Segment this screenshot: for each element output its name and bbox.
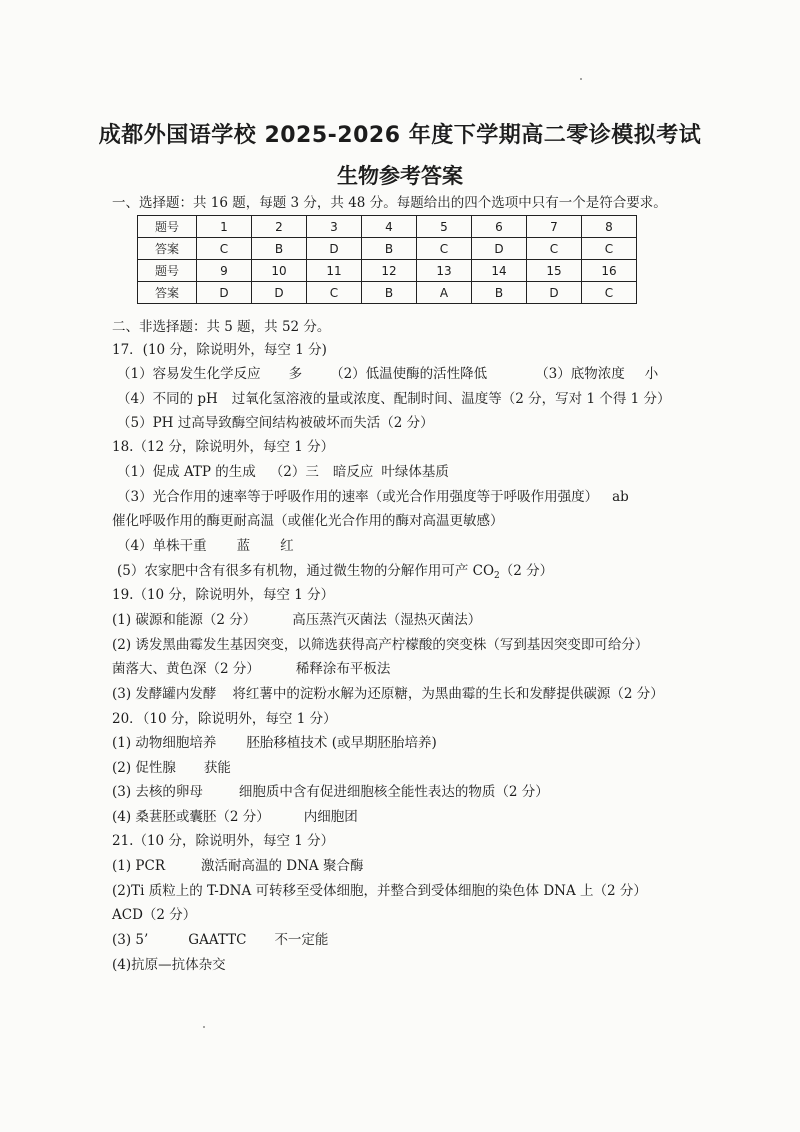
q19-answer-3: (3) 发酵罐内发酵 — [112, 686, 217, 702]
answer-table-cell: B — [472, 282, 527, 304]
q17-heading: 17．(10 分，除说明外，每空 1 分) — [112, 342, 327, 358]
q21-heading: 21.（10 分，除说明外，每空 1 分） — [112, 833, 335, 849]
answer-table-cell: 6 — [472, 216, 527, 238]
answer-table-cell: D — [527, 282, 582, 304]
answer-table-cell: C — [197, 238, 252, 260]
q21-answer-1b: 激活耐高温的 DNA 聚合酶 — [201, 858, 364, 874]
q17-line-1 — [117, 365, 658, 383]
answer-table-cell: 16 — [582, 260, 637, 282]
answer-table-row-label: 答案 — [138, 282, 197, 304]
answer-table-row — [138, 260, 637, 282]
answer-table-cell: D — [197, 282, 252, 304]
answer-table-cell: 7 — [527, 216, 582, 238]
answer-table-row-label: 题号 — [138, 260, 197, 282]
q17-line-3: （5）PH 过高导致酶空间结构被破坏而失活（2 分） — [117, 415, 434, 431]
answer-table-row — [138, 216, 637, 238]
q19-line-3 — [112, 660, 390, 678]
answer-table-cell: D — [307, 238, 362, 260]
answer-table-cell: 15 — [527, 260, 582, 282]
q18-answer-4c: 红 — [280, 538, 294, 554]
q18-answer-4: （4）单株干重 — [117, 538, 207, 554]
q20-line-2 — [112, 759, 231, 777]
q18-line-3: 催化呼吸作用的酶更耐高温（或催化光合作用的酶对高温更敏感） — [112, 513, 504, 529]
q19-answer-2b: 菌落大、黄色深（2 分） — [112, 661, 260, 677]
q18-answer-2b: 暗反应 — [332, 464, 374, 480]
q21-answer-3: (3) 5’ — [112, 932, 149, 948]
q19-answer-2c: 稀释涂布平板法 — [295, 661, 391, 677]
answer-table-row-label: 答案 — [138, 238, 197, 260]
answer-table-cell: C — [582, 282, 637, 304]
q21-line-1 — [112, 857, 363, 875]
q17-answer-1b: 多 — [288, 366, 303, 382]
q19-line-4 — [112, 685, 664, 703]
q17-answer-2: （2）低温使酶的活性降低 — [330, 366, 488, 382]
q17-answer-1: （1）容易发生化学反应 — [117, 366, 261, 382]
answer-table-cell: 9 — [197, 260, 252, 282]
q20-answer-4: (4) 桑葚胚或囊胚（2 分） — [112, 809, 270, 825]
q18-line-2 — [117, 488, 629, 506]
answer-table-cell: 2 — [252, 216, 307, 238]
q19-answer-1: (1) 碳源和能源（2 分） — [112, 612, 257, 628]
q20-answer-4b: 内细胞团 — [303, 809, 358, 825]
part1-heading: 一、选择题：共 16 题，每题 3 分，共 48 分。每题给出的四个选项中只有一个是符合要求。 — [112, 195, 667, 211]
part2-heading: 二、非选择题：共 5 题，共 52 分。 — [112, 319, 331, 335]
answer-table-cell: C — [417, 238, 472, 260]
q18-answer-2: （2）三 — [269, 464, 319, 480]
q19-line-2: (2) 诱发黑曲霉发生基因突变，以筛选获得高产柠檬酸的突变株（写到基因突变即可给分） — [112, 637, 649, 653]
q19-line-1 — [112, 611, 481, 629]
answer-table-cell: B — [362, 238, 417, 260]
answer-table-cell: 8 — [582, 216, 637, 238]
q20-line-4 — [112, 808, 358, 826]
q18-answer-4b: 蓝 — [236, 538, 251, 554]
answer-table-cell: 12 — [362, 260, 417, 282]
q18-line-4 — [117, 537, 294, 555]
answer-table-cell: D — [472, 238, 527, 260]
q18-answer-2c: 叶绿体基质 — [381, 464, 449, 480]
answer-table-cell: 1 — [197, 216, 252, 238]
q18-answer-3: （3）光合作用的速率等于呼吸作用的速率（或光合作用强度等于呼吸作用强度） — [117, 489, 599, 505]
answer-table-cell: 13 — [417, 260, 472, 282]
answer-table-cell: 14 — [472, 260, 527, 282]
q20-line-1 — [112, 734, 437, 752]
co2-subscript: 2 — [494, 571, 500, 581]
q17-answer-3: （3）底物浓度 — [535, 366, 625, 382]
answer-table-cell: B — [252, 238, 307, 260]
q19-answer-1b: 高压蒸汽灭菌法（湿热灭菌法） — [292, 612, 482, 628]
q20-answer-1: (1) 动物细胞培养 — [112, 735, 217, 751]
answer-table-cell: 5 — [417, 216, 472, 238]
q20-heading: 20．（10 分，除说明外，每空 1 分） — [112, 711, 337, 727]
q21-answer-3c: 不一定能 — [274, 932, 329, 948]
q20-answer-3b: 细胞质中含有促进细胞核全能性表达的物质（2 分） — [238, 784, 549, 800]
answer-table-cell: C — [527, 238, 582, 260]
answer-table-row — [138, 282, 637, 304]
page-title: 成都外国语学校 2025-2026 年度下学期高二零诊模拟考试 — [98, 123, 702, 148]
q17-answer-3b: 小 — [644, 366, 659, 382]
scan-speck — [580, 78, 582, 80]
q18-line-5 — [117, 562, 553, 582]
q19-answer-3b: 将红薯中的淀粉水解为还原糖，为黑曲霉的生长和发酵提供碳源（2 分） — [232, 686, 664, 702]
q20-answer-2b: 获能 — [203, 760, 231, 776]
q21-line-4 — [112, 931, 328, 949]
q17-line-2 — [117, 390, 671, 408]
answer-table — [137, 215, 637, 304]
q18-answer-1: （1）促成 ATP 的生成 — [117, 464, 256, 480]
answer-table-cell: C — [582, 238, 637, 260]
answer-table-cell: 3 — [307, 216, 362, 238]
q18-line-1 — [117, 463, 449, 481]
answer-table-cell: 10 — [252, 260, 307, 282]
answer-table-cell: 11 — [307, 260, 362, 282]
q21-answer-1: (1) PCR — [112, 858, 165, 874]
q20-answer-3: (3) 去核的卵母 — [112, 784, 203, 800]
q21-line-3: ACD（2 分） — [112, 907, 197, 923]
q19-heading: 19.（10 分，除说明外，每空 1 分） — [112, 587, 335, 603]
answer-table-cell: C — [307, 282, 362, 304]
q20-line-3 — [112, 783, 549, 801]
q17-answer-4: （4）不同的 pH — [117, 391, 218, 407]
q21-line-5: (4)抗原—抗体杂交 — [112, 957, 226, 973]
q17-answer-4b: 过氧化氢溶液的量或浓度、配制时间、温度等（2 分，写对 1 个得 1 分） — [231, 391, 671, 407]
answer-table-cell: 4 — [362, 216, 417, 238]
q18-heading: 18.（12 分，除说明外，每空 1 分） — [112, 439, 335, 455]
q20-answer-2: (2) 促性腺 — [112, 760, 176, 776]
answer-table-cell: B — [362, 282, 417, 304]
answer-table-cell: D — [252, 282, 307, 304]
q21-answer-3b: GAATTC — [188, 932, 247, 948]
q20-answer-1b: 胚胎移植技术 (或早期胚胎培养) — [246, 735, 437, 751]
q21-line-2: (2)Ti 质粒上的 T-DNA 可转移至受体细胞，并整合到受体细胞的染色体 DNA 上（2 分） — [112, 883, 647, 899]
q18-answer-5b: （2 分） — [499, 563, 554, 579]
answer-table-row — [138, 238, 637, 260]
scan-speck — [203, 1026, 205, 1028]
answer-table-cell: A — [417, 282, 472, 304]
answer-table-row-label: 题号 — [138, 216, 197, 238]
q18-answer-5: (5）农家肥中含有很多有机物，通过微生物的分解作用可产 CO — [117, 563, 495, 579]
q18-answer-3b: ab — [612, 489, 629, 505]
page-subtitle: 生物参考答案 — [337, 164, 463, 188]
